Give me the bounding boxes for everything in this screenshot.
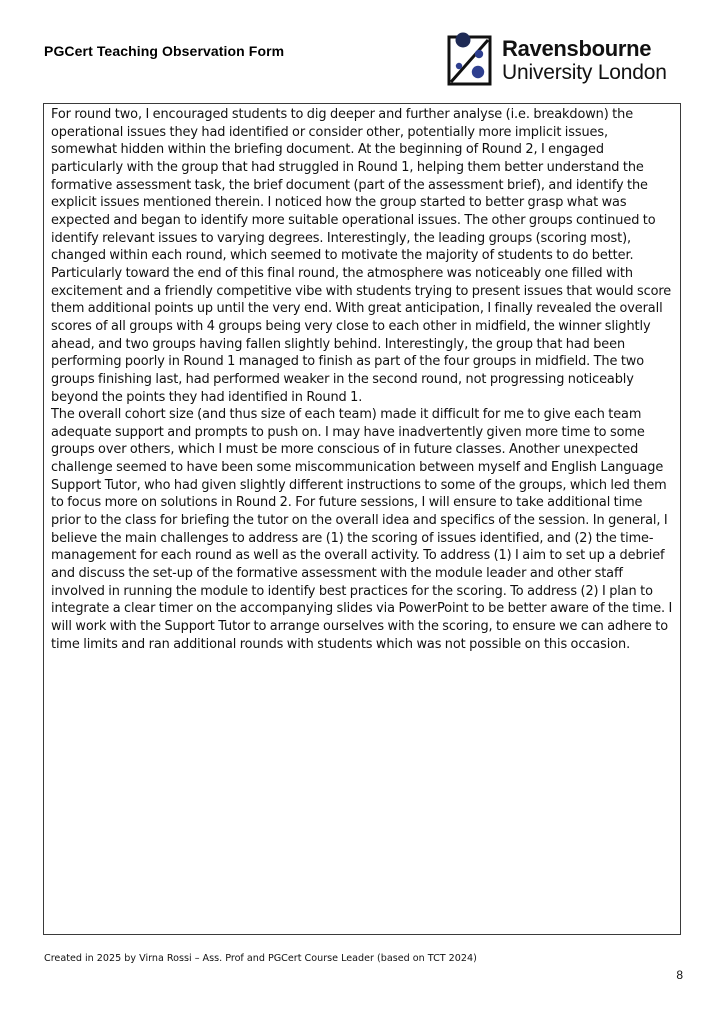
paragraph-round-two: For round two, I encouraged students to dig deeper and further analyse (i.e. breakdown) the operational issues they had identified or consider other, potentially more implicit issues, somewhat hidden within the briefing document. At the beginning of Round 2, I engaged particularly with the group that had struggled in Round 1, helping them better understand the formative assessment task, the brief document (part of the assessment brief), and identify the explicit issues mentioned therein. I noticed how the group started to better grasp what was expected and began to identify more suitable operational issues. The other groups continued to identify relevant issues to varying degrees. Interestingly, the leading groups (scoring most), changed within each round, which seemed to motivate the majority of students to do better. Particularly toward the end of this final round, the atmosphere was noticeably one filled with excitement and a friendly competitive vibe with students trying to present issues that would score them additional points up until the very end. With great anticipation, I finally revealed the overall scores of all groups with 4 groups being very close to each other in midfield, the winner slightly ahead, and two groups having fallen slightly behind. Interestingly, the group that had been performing poorly in Round 1 managed to finish as part of the four groups in midfield. The two groups finishing last, had performed weaker in the second round, not progressing noticeably beyond the points they had identified in Round 1. [51,107,672,405]
page-number: 8 [676,968,683,982]
form-title: PGCert Teaching Observation Form [44,43,285,59]
ravensbourne-logo-mark-icon [447,32,493,86]
ravensbourne-logo [447,32,677,88]
reflection-text-box [43,103,681,935]
logo-wordmark-line1: Ravensbourne [502,36,652,61]
paragraph-challenges: The overall cohort size (and thus size of each team) made it difficult for me to give each team adequate support and prompts to push on. I may have inadvertently given more time to some groups over others, which I must be more conscious of in future classes. Another unexpected challenge seemed to have been some miscommunication between myself and English Language Support Tutor, who had given slightly different instructions to some of the groups, which led them to focus more on solutions in Round 2. For future sessions, I will ensure to take additional time prior to the class for briefing the tutor on the overall idea and specifics of the session. In general, I believe the main challenges to address are (1) the scoring of issues identified, and (2) the time-management for each round as well as the overall activity. To address (1) I aim to set up a debrief and discuss the set-up of the formative assessment with the module leader and other staff involved in running the module to identify best practices for the scoring. To address (2) I plan to integrate a clear timer on the accompanying slides via PowerPoint to be better aware of the time. I will work with the Support Tutor to arrange ourselves with the scoring, to ensure we can adhere to time limits and ran additional rounds with students which was not possible on this occasion. [51,407,673,652]
logo-wordmark-line2: University London [502,61,667,84]
reflection-text [51,106,674,653]
footer-credit: Created in 2025 by Virna Rossi – Ass. Prof and PGCert Course Leader (based on TCT 2024) [44,953,477,964]
